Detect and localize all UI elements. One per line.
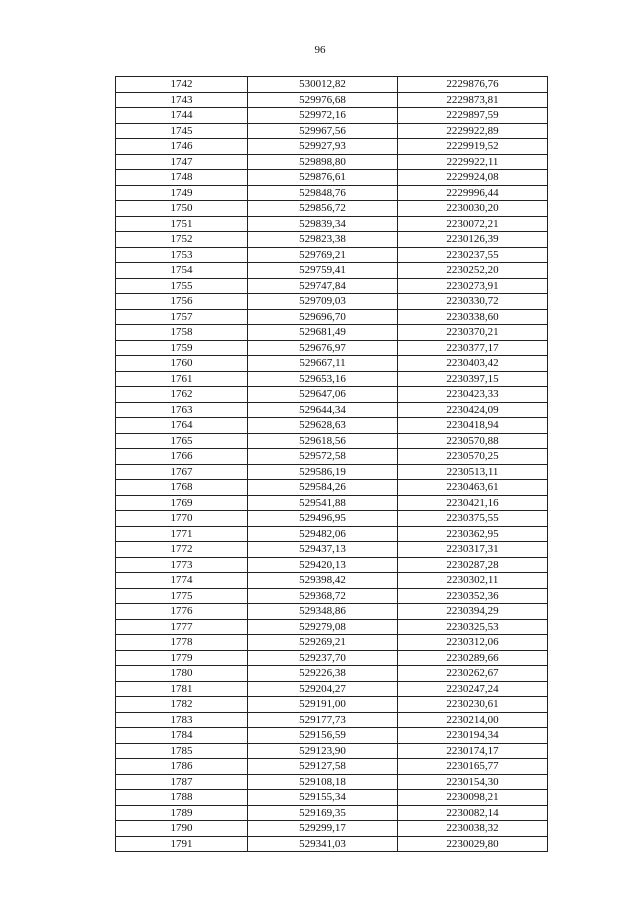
- y-coordinate-cell: 2229897,59: [398, 108, 548, 124]
- x-coordinate-cell: 529156,59: [248, 728, 398, 744]
- y-coordinate-cell: 2230174,17: [398, 743, 548, 759]
- point-number-cell: 1758: [116, 325, 248, 341]
- x-coordinate-cell: 529269,21: [248, 635, 398, 651]
- y-coordinate-cell: 2230394,29: [398, 604, 548, 620]
- y-coordinate-cell: 2230375,55: [398, 511, 548, 527]
- x-coordinate-cell: 529967,56: [248, 123, 398, 139]
- y-coordinate-cell: 2230513,11: [398, 464, 548, 480]
- y-coordinate-cell: 2230397,15: [398, 371, 548, 387]
- table-row: [116, 449, 548, 465]
- point-number-cell: 1774: [116, 573, 248, 589]
- y-coordinate-cell: 2230252,20: [398, 263, 548, 279]
- table-row: [116, 526, 548, 542]
- table-row: [116, 712, 548, 728]
- table-row: [116, 759, 548, 775]
- point-number-cell: 1781: [116, 681, 248, 697]
- y-coordinate-cell: 2230082,14: [398, 805, 548, 821]
- table-row: [116, 309, 548, 325]
- point-number-cell: 1788: [116, 790, 248, 806]
- y-coordinate-cell: 2230029,80: [398, 836, 548, 852]
- point-number-cell: 1790: [116, 821, 248, 837]
- x-coordinate-cell: 529647,06: [248, 387, 398, 403]
- table-row: [116, 278, 548, 294]
- x-coordinate-cell: 529584,26: [248, 480, 398, 496]
- table-row: [116, 821, 548, 837]
- point-number-cell: 1791: [116, 836, 248, 852]
- point-number-cell: 1759: [116, 340, 248, 356]
- x-coordinate-cell: 529976,68: [248, 92, 398, 108]
- x-coordinate-cell: 529848,76: [248, 185, 398, 201]
- x-coordinate-cell: 529155,34: [248, 790, 398, 806]
- table-row: [116, 495, 548, 511]
- point-number-cell: 1762: [116, 387, 248, 403]
- x-coordinate-cell: 529572,58: [248, 449, 398, 465]
- y-coordinate-cell: 2230237,55: [398, 247, 548, 263]
- x-coordinate-cell: 529898,80: [248, 154, 398, 170]
- coordinates-table-body: [116, 77, 548, 852]
- table-row: [116, 511, 548, 527]
- table-row: [116, 170, 548, 186]
- x-coordinate-cell: 529586,19: [248, 464, 398, 480]
- table-row: [116, 774, 548, 790]
- y-coordinate-cell: 2230287,28: [398, 557, 548, 573]
- table-row: [116, 371, 548, 387]
- y-coordinate-cell: 2230317,31: [398, 542, 548, 558]
- x-coordinate-cell: 529747,84: [248, 278, 398, 294]
- x-coordinate-cell: 529839,34: [248, 216, 398, 232]
- point-number-cell: 1757: [116, 309, 248, 325]
- point-number-cell: 1767: [116, 464, 248, 480]
- y-coordinate-cell: 2229922,89: [398, 123, 548, 139]
- table-row: [116, 728, 548, 744]
- x-coordinate-cell: 529237,70: [248, 650, 398, 666]
- point-number-cell: 1751: [116, 216, 248, 232]
- y-coordinate-cell: 2230418,94: [398, 418, 548, 434]
- point-number-cell: 1786: [116, 759, 248, 775]
- table-row: [116, 108, 548, 124]
- table-row: [116, 92, 548, 108]
- point-number-cell: 1743: [116, 92, 248, 108]
- x-coordinate-cell: 529653,16: [248, 371, 398, 387]
- point-number-cell: 1770: [116, 511, 248, 527]
- page-number: 96: [314, 44, 326, 56]
- x-coordinate-cell: 529628,63: [248, 418, 398, 434]
- point-number-cell: 1772: [116, 542, 248, 558]
- table-row: [116, 619, 548, 635]
- y-coordinate-cell: 2230403,42: [398, 356, 548, 372]
- y-coordinate-cell: 2230370,21: [398, 325, 548, 341]
- y-coordinate-cell: 2230072,21: [398, 216, 548, 232]
- y-coordinate-cell: 2230126,39: [398, 232, 548, 248]
- x-coordinate-cell: 529169,35: [248, 805, 398, 821]
- x-coordinate-cell: 529676,97: [248, 340, 398, 356]
- table-row: [116, 743, 548, 759]
- x-coordinate-cell: 529368,72: [248, 588, 398, 604]
- table-row: [116, 650, 548, 666]
- point-number-cell: 1777: [116, 619, 248, 635]
- table-row: [116, 604, 548, 620]
- y-coordinate-cell: 2230214,00: [398, 712, 548, 728]
- y-coordinate-cell: 2230377,17: [398, 340, 548, 356]
- coordinates-table: [115, 76, 548, 852]
- x-coordinate-cell: 529541,88: [248, 495, 398, 511]
- point-number-cell: 1752: [116, 232, 248, 248]
- x-coordinate-cell: 529420,13: [248, 557, 398, 573]
- x-coordinate-cell: 529644,34: [248, 402, 398, 418]
- x-coordinate-cell: 529667,11: [248, 356, 398, 372]
- point-number-cell: 1773: [116, 557, 248, 573]
- x-coordinate-cell: 529681,49: [248, 325, 398, 341]
- point-number-cell: 1749: [116, 185, 248, 201]
- table-row: [116, 557, 548, 573]
- x-coordinate-cell: 529437,13: [248, 542, 398, 558]
- y-coordinate-cell: 2230424,09: [398, 402, 548, 418]
- x-coordinate-cell: 529856,72: [248, 201, 398, 217]
- point-number-cell: 1750: [116, 201, 248, 217]
- y-coordinate-cell: 2229922,11: [398, 154, 548, 170]
- x-coordinate-cell: 529618,56: [248, 433, 398, 449]
- point-number-cell: 1760: [116, 356, 248, 372]
- point-number-cell: 1744: [116, 108, 248, 124]
- x-coordinate-cell: 529341,03: [248, 836, 398, 852]
- table-row: [116, 356, 548, 372]
- point-number-cell: 1780: [116, 666, 248, 682]
- y-coordinate-cell: 2230165,77: [398, 759, 548, 775]
- point-number-cell: 1785: [116, 743, 248, 759]
- table-row: [116, 681, 548, 697]
- table-row: [116, 464, 548, 480]
- y-coordinate-cell: 2230289,66: [398, 650, 548, 666]
- y-coordinate-cell: 2229919,52: [398, 139, 548, 155]
- x-coordinate-cell: 530012,82: [248, 77, 398, 93]
- table-row: [116, 387, 548, 403]
- point-number-cell: 1742: [116, 77, 248, 93]
- y-coordinate-cell: 2230038,32: [398, 821, 548, 837]
- point-number-cell: 1783: [116, 712, 248, 728]
- table-row: [116, 325, 548, 341]
- table-row: [116, 139, 548, 155]
- table-row: [116, 635, 548, 651]
- point-number-cell: 1771: [116, 526, 248, 542]
- x-coordinate-cell: 529927,93: [248, 139, 398, 155]
- point-number-cell: 1753: [116, 247, 248, 263]
- point-number-cell: 1754: [116, 263, 248, 279]
- y-coordinate-cell: 2230273,91: [398, 278, 548, 294]
- x-coordinate-cell: 529191,00: [248, 697, 398, 713]
- table-row: [116, 232, 548, 248]
- x-coordinate-cell: 529709,03: [248, 294, 398, 310]
- y-coordinate-cell: 2230423,33: [398, 387, 548, 403]
- x-coordinate-cell: 529876,61: [248, 170, 398, 186]
- point-number-cell: 1755: [116, 278, 248, 294]
- table-row: [116, 201, 548, 217]
- table-row: [116, 154, 548, 170]
- table-row: [116, 77, 548, 93]
- x-coordinate-cell: 529769,21: [248, 247, 398, 263]
- table-row: [116, 418, 548, 434]
- point-number-cell: 1779: [116, 650, 248, 666]
- x-coordinate-cell: 529482,06: [248, 526, 398, 542]
- point-number-cell: 1745: [116, 123, 248, 139]
- y-coordinate-cell: 2230570,88: [398, 433, 548, 449]
- y-coordinate-cell: 2230247,24: [398, 681, 548, 697]
- table-row: [116, 185, 548, 201]
- y-coordinate-cell: 2229876,76: [398, 77, 548, 93]
- point-number-cell: 1769: [116, 495, 248, 511]
- y-coordinate-cell: 2230352,36: [398, 588, 548, 604]
- x-coordinate-cell: 529108,18: [248, 774, 398, 790]
- y-coordinate-cell: 2230312,06: [398, 635, 548, 651]
- y-coordinate-cell: 2230230,61: [398, 697, 548, 713]
- x-coordinate-cell: 529823,38: [248, 232, 398, 248]
- point-number-cell: 1768: [116, 480, 248, 496]
- table-row: [116, 480, 548, 496]
- x-coordinate-cell: 529299,17: [248, 821, 398, 837]
- x-coordinate-cell: 529972,16: [248, 108, 398, 124]
- point-number-cell: 1784: [116, 728, 248, 744]
- table-row: [116, 294, 548, 310]
- point-number-cell: 1776: [116, 604, 248, 620]
- table-row: [116, 588, 548, 604]
- y-coordinate-cell: 2230302,11: [398, 573, 548, 589]
- x-coordinate-cell: 529496,95: [248, 511, 398, 527]
- y-coordinate-cell: 2230330,72: [398, 294, 548, 310]
- y-coordinate-cell: 2230154,30: [398, 774, 548, 790]
- point-number-cell: 1746: [116, 139, 248, 155]
- point-number-cell: 1748: [116, 170, 248, 186]
- table-row: [116, 123, 548, 139]
- table-row: [116, 790, 548, 806]
- x-coordinate-cell: 529348,86: [248, 604, 398, 620]
- y-coordinate-cell: 2230325,53: [398, 619, 548, 635]
- x-coordinate-cell: 529696,70: [248, 309, 398, 325]
- x-coordinate-cell: 529127,58: [248, 759, 398, 775]
- point-number-cell: 1787: [116, 774, 248, 790]
- table-row: [116, 836, 548, 852]
- y-coordinate-cell: 2230194,34: [398, 728, 548, 744]
- point-number-cell: 1766: [116, 449, 248, 465]
- point-number-cell: 1756: [116, 294, 248, 310]
- point-number-cell: 1763: [116, 402, 248, 418]
- y-coordinate-cell: 2230463,61: [398, 480, 548, 496]
- x-coordinate-cell: 529226,38: [248, 666, 398, 682]
- table-row: [116, 263, 548, 279]
- y-coordinate-cell: 2230030,20: [398, 201, 548, 217]
- x-coordinate-cell: 529398,42: [248, 573, 398, 589]
- point-number-cell: 1761: [116, 371, 248, 387]
- point-number-cell: 1782: [116, 697, 248, 713]
- point-number-cell: 1764: [116, 418, 248, 434]
- point-number-cell: 1789: [116, 805, 248, 821]
- table-row: [116, 402, 548, 418]
- table-row: [116, 805, 548, 821]
- table-row: [116, 216, 548, 232]
- y-coordinate-cell: 2230570,25: [398, 449, 548, 465]
- y-coordinate-cell: 2229873,81: [398, 92, 548, 108]
- y-coordinate-cell: 2230421,16: [398, 495, 548, 511]
- table-row: [116, 666, 548, 682]
- y-coordinate-cell: 2230098,21: [398, 790, 548, 806]
- table-row: [116, 573, 548, 589]
- table-row: [116, 340, 548, 356]
- table-row: [116, 247, 548, 263]
- y-coordinate-cell: 2230262,67: [398, 666, 548, 682]
- point-number-cell: 1765: [116, 433, 248, 449]
- point-number-cell: 1778: [116, 635, 248, 651]
- point-number-cell: 1747: [116, 154, 248, 170]
- table-row: [116, 697, 548, 713]
- y-coordinate-cell: 2229924,08: [398, 170, 548, 186]
- point-number-cell: 1775: [116, 588, 248, 604]
- x-coordinate-cell: 529123,90: [248, 743, 398, 759]
- table-row: [116, 433, 548, 449]
- x-coordinate-cell: 529759,41: [248, 263, 398, 279]
- x-coordinate-cell: 529204,27: [248, 681, 398, 697]
- y-coordinate-cell: 2230362,95: [398, 526, 548, 542]
- x-coordinate-cell: 529279,08: [248, 619, 398, 635]
- y-coordinate-cell: 2230338,60: [398, 309, 548, 325]
- y-coordinate-cell: 2229996,44: [398, 185, 548, 201]
- x-coordinate-cell: 529177,73: [248, 712, 398, 728]
- table-row: [116, 542, 548, 558]
